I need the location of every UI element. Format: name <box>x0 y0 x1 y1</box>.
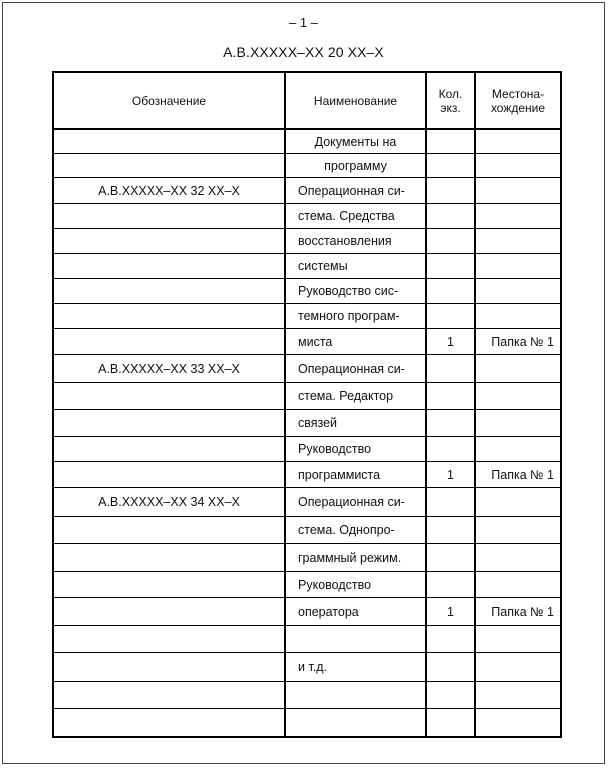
cell-designation <box>53 410 285 437</box>
cell-designation: А.В.ХХХХХ–ХХ 33 ХХ–Х <box>53 355 285 383</box>
table-row <box>53 154 561 178</box>
cell-designation <box>53 204 285 229</box>
page-number: – 1 – <box>289 15 318 30</box>
cell-qty <box>426 355 475 383</box>
cell-qty <box>426 544 475 572</box>
cell-qty <box>426 410 475 437</box>
cell-location <box>475 229 561 254</box>
cell-location <box>475 204 561 229</box>
cell-designation <box>53 682 285 709</box>
cell-designation <box>53 653 285 682</box>
cell-designation: А.В.ХХХХХ–ХХ 34 ХХ–Х <box>53 488 285 517</box>
cell-qty <box>426 304 475 329</box>
cell-designation <box>53 154 285 178</box>
cell-qty <box>426 437 475 462</box>
cell-location <box>475 517 561 544</box>
cell-qty: 1 <box>426 598 475 626</box>
table-row <box>53 355 561 383</box>
table-row <box>53 304 561 329</box>
table-row <box>53 410 561 437</box>
cell-designation <box>53 254 285 279</box>
cell-name: Руководство сис- <box>285 279 426 304</box>
cell-location <box>475 279 561 304</box>
cell-designation <box>53 572 285 598</box>
table-row <box>53 383 561 410</box>
cell-name: Руководство <box>285 437 426 462</box>
cell-name: стема. Редактор <box>285 383 426 410</box>
cell-designation <box>53 329 285 355</box>
cell-name <box>285 709 426 738</box>
cell-name: Руководство <box>285 572 426 598</box>
cell-location <box>475 544 561 572</box>
table-row <box>53 178 561 204</box>
table-row <box>53 129 561 154</box>
cell-name: системы <box>285 254 426 279</box>
specification-table <box>52 71 562 738</box>
cell-name <box>285 682 426 709</box>
cell-location: Папка № 1 <box>475 598 561 626</box>
cell-location: Папка № 1 <box>475 462 561 488</box>
cell-qty <box>426 682 475 709</box>
cell-location <box>475 626 561 653</box>
cell-location <box>475 129 561 154</box>
table-row <box>53 204 561 229</box>
cell-designation <box>53 229 285 254</box>
table-row <box>53 682 561 709</box>
cell-qty <box>426 517 475 544</box>
cell-name: стема. Средства <box>285 204 426 229</box>
cell-designation <box>53 129 285 154</box>
cell-name: миста <box>285 329 426 355</box>
cell-name: Операционная си- <box>285 178 426 204</box>
table-row <box>53 329 561 355</box>
cell-location <box>475 653 561 682</box>
table-row <box>53 709 561 738</box>
cell-designation <box>53 709 285 738</box>
table-header-row <box>53 72 561 129</box>
cell-designation <box>53 598 285 626</box>
cell-location <box>475 572 561 598</box>
header-designation: Обозначение <box>53 72 285 129</box>
cell-qty <box>426 129 475 154</box>
cell-designation: А.В.ХХХХХ–ХХ 32 ХХ–Х <box>53 178 285 204</box>
cell-designation <box>53 279 285 304</box>
cell-name: стема. Однопро- <box>285 517 426 544</box>
table-row <box>53 598 561 626</box>
cell-location <box>475 383 561 410</box>
cell-qty <box>426 709 475 738</box>
cell-qty: 1 <box>426 462 475 488</box>
header-name: Наименование <box>285 72 426 129</box>
cell-qty: 1 <box>426 329 475 355</box>
cell-location <box>475 437 561 462</box>
table-row <box>53 462 561 488</box>
table-row <box>53 279 561 304</box>
cell-qty <box>426 229 475 254</box>
cell-name: Операционная си- <box>285 488 426 517</box>
cell-qty <box>426 204 475 229</box>
cell-designation <box>53 437 285 462</box>
cell-location <box>475 154 561 178</box>
cell-name: Документы на <box>285 129 426 154</box>
table-row <box>53 254 561 279</box>
cell-qty <box>426 279 475 304</box>
table-body <box>53 129 561 737</box>
cell-qty <box>426 254 475 279</box>
cell-designation <box>53 517 285 544</box>
cell-location: Папка № 1 <box>475 329 561 355</box>
header-location: Местона- хождение <box>475 72 561 129</box>
cell-qty <box>426 154 475 178</box>
cell-name <box>285 626 426 653</box>
cell-location <box>475 355 561 383</box>
cell-location <box>475 178 561 204</box>
cell-name: восстановления <box>285 229 426 254</box>
cell-qty <box>426 383 475 410</box>
table-row <box>53 572 561 598</box>
cell-name: оператора <box>285 598 426 626</box>
cell-designation <box>53 304 285 329</box>
table-row <box>53 626 561 653</box>
cell-qty <box>426 572 475 598</box>
cell-qty <box>426 178 475 204</box>
cell-name: программиста <box>285 462 426 488</box>
table-row <box>53 229 561 254</box>
table-row <box>53 544 561 572</box>
cell-name: Операционная си- <box>285 355 426 383</box>
cell-name: связей <box>285 410 426 437</box>
cell-qty <box>426 626 475 653</box>
cell-name: программу <box>285 154 426 178</box>
document-title: А.В.ХХХХХ–ХХ 20 ХХ–Х <box>223 44 384 60</box>
cell-designation <box>53 462 285 488</box>
table-row <box>53 517 561 544</box>
cell-name: темного програм- <box>285 304 426 329</box>
cell-name: граммный режим. <box>285 544 426 572</box>
table-row <box>53 653 561 682</box>
cell-location <box>475 410 561 437</box>
header-qty: Кол. экз. <box>426 72 475 129</box>
cell-location <box>475 709 561 738</box>
cell-location <box>475 254 561 279</box>
cell-designation <box>53 383 285 410</box>
table-row <box>53 488 561 517</box>
cell-name: и т.д. <box>285 653 426 682</box>
cell-designation <box>53 626 285 653</box>
table-row <box>53 437 561 462</box>
document-page <box>2 2 605 764</box>
cell-qty <box>426 653 475 682</box>
cell-location <box>475 682 561 709</box>
cell-qty <box>426 488 475 517</box>
cell-location <box>475 488 561 517</box>
cell-designation <box>53 544 285 572</box>
cell-location <box>475 304 561 329</box>
